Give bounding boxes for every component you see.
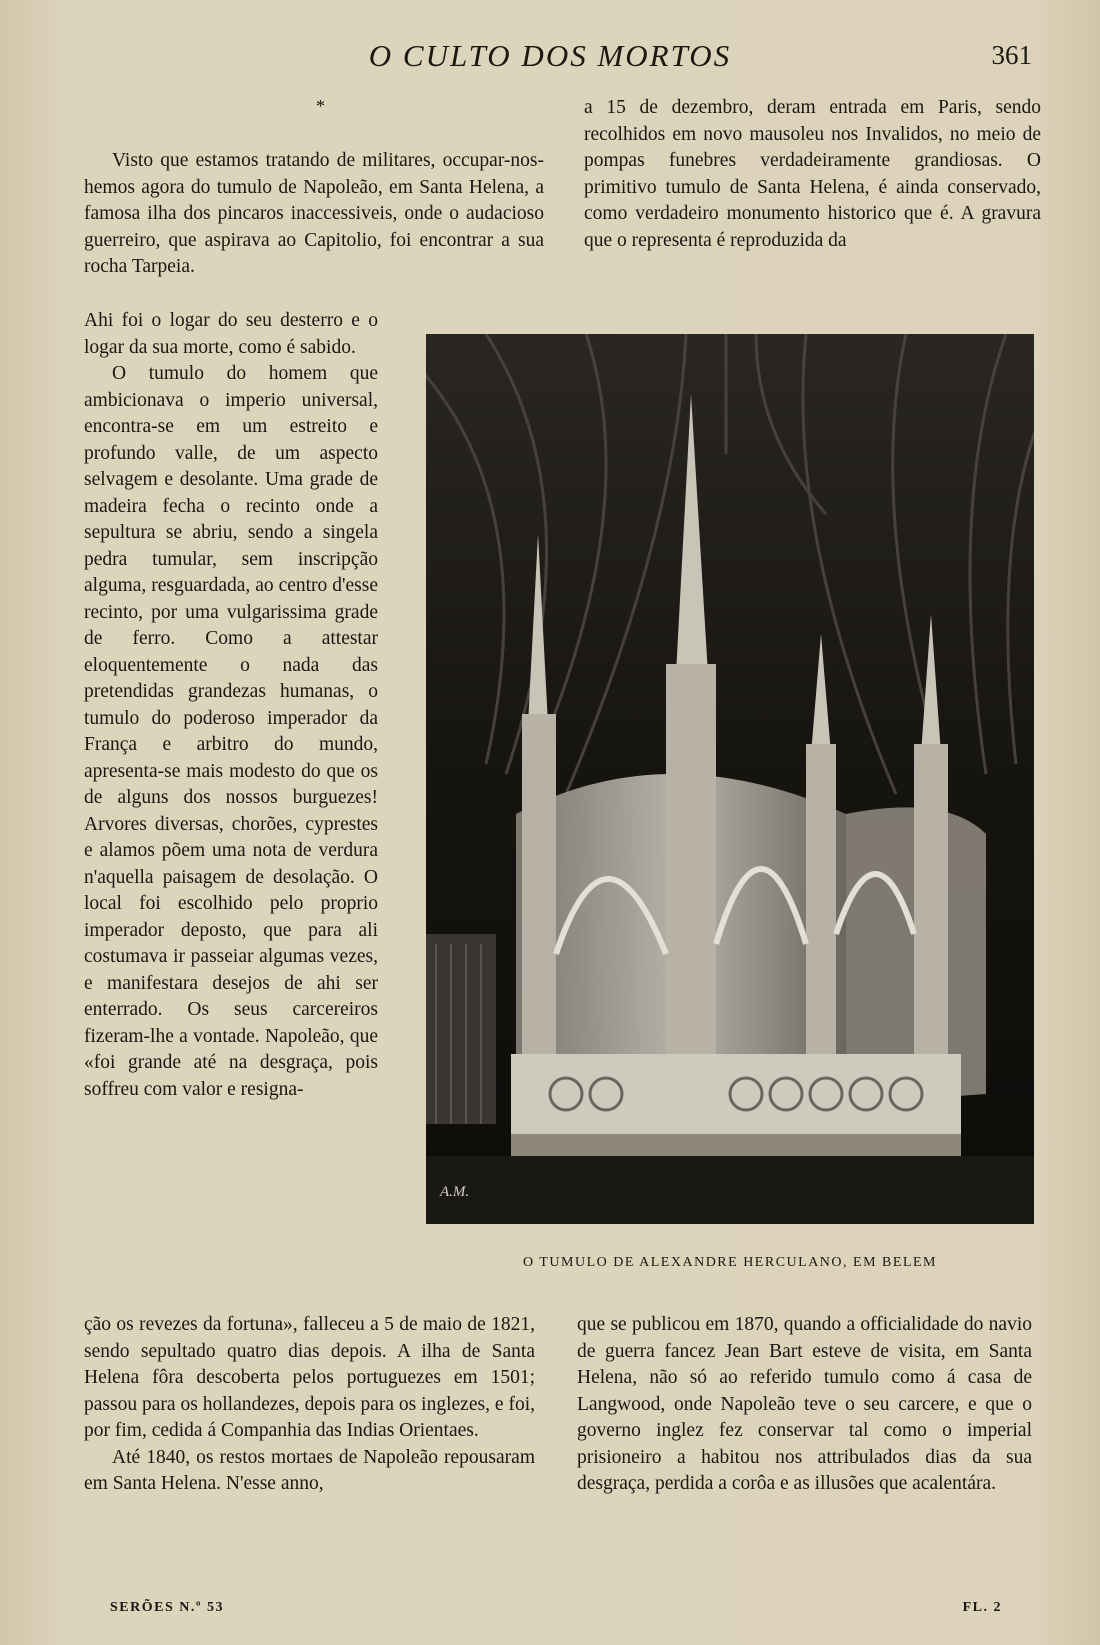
gothic-tomb-illustration [426,334,1034,1224]
section-separator: * [316,96,325,116]
left-column-narrow [84,308,378,1103]
page-number: 361 [991,40,1032,70]
running-title: O CULTO DOS MORTOS [368,38,732,73]
right-column-bottom [577,1312,1032,1498]
footer-issue: SERÕES N.º 53 [110,1600,224,1615]
paragraph: ção os revezes da fortuna», falleceu a 5 de maio de 1821, sendo sepultado quatro dias depois. A ilha de Santa Helena fôra descoberta pelos portuguezes em 1501; passou para os hollandezes, depois para os inglezes, e foi, por fim, cedida á Companhia das Indias Orientaes. [84,1314,535,1441]
tomb-engraving [426,334,1034,1224]
engraver-signature: A.M. [440,1184,470,1200]
right-column-top [584,95,1041,254]
paragraph: a 15 de dezembro, deram entrada em Paris, sendo recolhidos em novo mausoleu nos Invalidos, no meio de pompas funebres verdadeiramente grandiosas. O primitivo tumulo de Santa Helena, é ainda conservado, como verdadeiro monumento historico que é. A gravura que o representa é reproduzida da [584,97,1041,251]
paragraph: Visto que estamos tratando de militares, occupar-nos-hemos agora do tumulo de Napoleão, em Santa Helena, a famosa ilha dos pincaros inaccessiveis, onde o audacioso guerreiro, que aspirava ao Capitolio, foi encontrar a sua rocha Tarpeia. [84,150,544,277]
figure-caption: O TUMULO DE ALEXANDRE HERCULANO, EM BELEM [523,1255,937,1270]
paragraph: O tumulo do homem que ambicionava o imperio universal, encontra-se em um estreito e profundo valle, de um aspecto selvagem e desolante. Uma grade de madeira fecha o recinto onde a sepultura se abriu, sendo a singela pedra tumular, sem inscripção alguma, resguardada, ao centro d'esse recinto, por uma vulgarissima grade de ferro. Como a attestar eloquentemente o nada das pretendidas grandezas humanas, o tumulo do poderoso imperador da França e arbitro do mundo, apresenta-se mais modesto do que os de alguns dos nossos burguezes! Arvores diversas, chorões, cyprestes e alamos põem uma nota de verdura n'aquella paisagem de desolação. O local foi escolhido pelo proprio imperador deposto, que para ali costumava ir passeiar algumas vezes, e manifestara desejos de ahi ser enterrado. Os seus carcereiros fizeram-lhe a vontade. Napoleão, que «foi grande até na desgraça, pois soffreu com valor e resigna- [84,363,378,1100]
left-column-bottom [84,1312,535,1498]
paragraph: Ahi foi o logar do seu desterro e o logar da sua morte, como é sabido. [84,310,378,358]
paragraph: Até 1840, os restos mortaes de Napoleão repousaram em Santa Helena. N'esse anno, [84,1446,535,1494]
paragraph: que se publicou em 1870, quando a officialidade do navio de guerra fancez Jean Bart esteve de visita, em Santa Helena, não só ao referido tumulo como á casa de Langwood, onde Napoleão teve o seu carcere, e que o governo inglez fez conservar tal como o imperial prisioneiro a habitou nos attribulados dias da sua desgraça, perdida a corôa e as illusões que acalentára. [577,1314,1032,1494]
left-column-top [84,148,544,281]
footer-sheet: FL. 2 [962,1600,1002,1615]
